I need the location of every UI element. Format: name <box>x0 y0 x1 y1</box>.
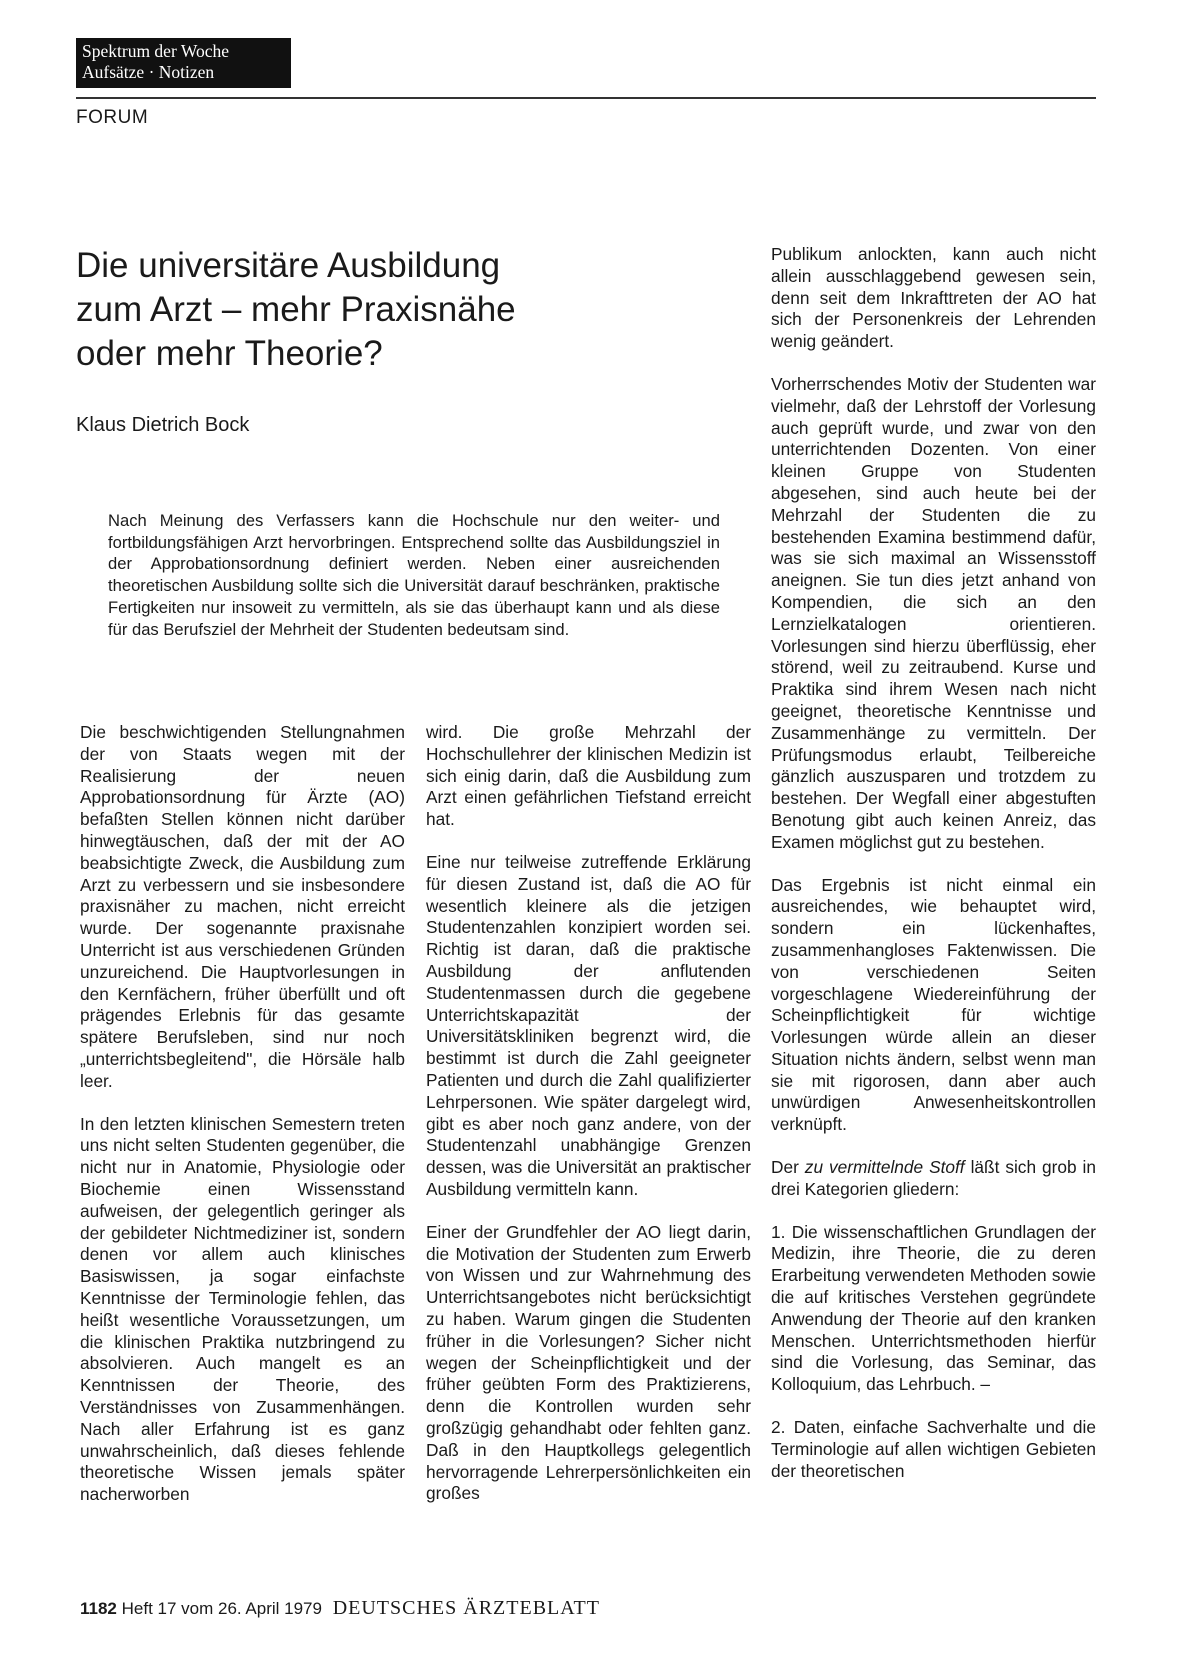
article-author: Klaus Dietrich Bock <box>76 414 250 436</box>
title-line-3: oder mehr Theorie? <box>76 334 383 373</box>
paragraph: wird. Die große Mehrzahl der Hochschullehrer der klinischen Medizin ist sich einig darin, daß die Ausbildung zum Arzt einen gefährlichen Tiefstand erreicht hat. <box>426 722 751 830</box>
article-abstract: Nach Meinung des Verfassers kann die Hochschule nur den weiter- und fortbildungsfähigen Arzt hervorbringen. Entsprechend sollte das Ausbildungsziel in der Approbationsordnung definiert werden. Neben einer ausreichenden theoretischen Ausbildung sollte sich die Universität darauf beschränken, praktische Fertigkeiten nur insoweit zu vermitteln, als sie das überhaupt kann und als diese für das Berufsziel der Mehrheit der Studenten bedeutsam sind. <box>108 511 720 639</box>
journal-name: DEUTSCHES ÄRZTEBLATT <box>332 1597 600 1619</box>
paragraph: 2. Daten, einfache Sachverhalte und die Terminologie auf allen wichtigen Gebieten der theoretischen <box>771 1417 1096 1481</box>
body-column-3 <box>771 244 1096 1503</box>
page-footer <box>80 1597 600 1620</box>
paragraph: Die beschwichtigenden Stellungnahmen der von Staats wegen mit der Realisierung der neuen Approbationsordnung für Ärzte (AO) befaßten Stellen können nicht darüber hinwegtäuschen, daß der mit der AO beabsichtigte Zweck, die Ausbildung zum Arzt zu verbessern und sie insbesondere praxisnäher zu machen, nicht erreicht wurde. Der sogenannte praxisnahe Unterricht ist aus verschiedenen Gründen unzureichend. Die Hauptvorlesungen in den Kernfächern, früher überfüllt und oft prägendes Erlebnis für das gesamte spätere Berufsleben, sind nur noch „unterrichtsbegleitend", die Hörsäle halb leer. <box>80 722 405 1091</box>
emphasized-term: zu vermittelnde Stoff <box>804 1157 965 1178</box>
text-run: Der <box>771 1157 805 1178</box>
paragraph: Eine nur teilweise zutreffende Erklärung für diesen Zustand ist, daß die AO für wesentlich kleinere als die jetzigen Studentenzahlen konzipiert worden sei. Richtig ist daran, daß die praktische Ausbildung der anflutenden Studentenmassen durch die gegebene Unterrichtskapazität der Universitätskliniken begrenzt wird, die bestimmt ist durch die Zahl geeigneter Patienten und durch die Zahl qualifizierter Lehrpersonen. Wie später dargelegt wird, gibt es aber noch ganz andere, von der Studentenzahl unabhängige Grenzen dessen, was die Universität an praktischer Ausbildung vermitteln kann. <box>426 851 751 1199</box>
paragraph: Einer der Grundfehler der AO liegt darin, die Motivation der Studenten zum Erwerb von Wissen und zur Wahrnehmung des Unterrichtsangebotes nicht berücksichtigt zu haben. Warum gingen die Studenten früher in die Vorlesungen? Sicher nicht wegen der Scheinpflichtigkeit und der früher geübten Form des Praktizierens, denn die Kontrollen wurden sehr großzügig gehandhabt oder fehlten ganz. Daß in den Hauptkollegs gelegentlich hervorragende Lehrerpersönlichkeiten ein großes <box>426 1221 751 1504</box>
masthead-line-1: Spektrum der Woche <box>82 41 229 61</box>
section-label: FORUM <box>76 107 149 128</box>
paragraph: Publikum anlockten, kann auch nicht allein ausschlaggebend gewesen sein, denn seit dem Inkrafttreten der AO hat sich der Personenkreis der Lehrenden wenig geändert. <box>771 244 1096 352</box>
paragraph: Vorherrschendes Motiv der Studenten war vielmehr, daß der Lehrstoff der Vorlesung auch geprüft wurde, und zwar von den unterrichtenden Dozenten. Von einer kleinen Gruppe von Studenten abgesehen, sind auch heute bei der Mehrzahl der Studenten die zu bestehenden Examina bestimmend dafür, was sie sich maximal an Wissensstoff aneignen. Sie tun dies jetzt anhand von Kompendien, die sich an den Lernzielkatalogen orientieren. Vorlesungen sind hierzu überflüssig, eher störend, weil zu zeitraubend. Kurse und Praktika sind ihrem Wesen nach nicht geeignet, theoretische Kenntnisse und Zusammenhänge zu vermitteln. Der Prüfungsmodus erlaubt, Teilbereiche gänzlich auszusparen und trotzdem zu bestehen. Der Wegfall einer abgestuften Benotung gibt auch keinen Anreiz, das Examen möglichst gut zu bestehen. <box>771 373 1096 852</box>
paragraph: Das Ergebnis ist nicht einmal ein ausreichendes, wie behauptet wird, sondern ein lückenhaftes, zusammenhangloses Faktenwissen. Die von verschiedenen Seiten vorgeschlagene Wiedereinführung der Scheinpflichtigkeit für wichtige Vorlesungen würde allein an dieser Situation nichts ändern, selbst wenn man sie mit rigorosen, dann aber auch unwürdigen Anwesenheitskontrollen verknüpft. <box>771 874 1096 1135</box>
masthead-line-2: Aufsätze · Notizen <box>82 62 215 82</box>
issue-info: Heft 17 vom 26. April 1979 <box>121 1599 322 1618</box>
section-masthead <box>76 38 291 88</box>
paragraph: 1. Die wissenschaftlichen Grundlagen der Medizin, ihre Theorie, die zu deren Erarbeitung verwendeten Methoden sowie die auf kritisches Verstehen gegründete Anwendung der Theorie auf den kranken Menschen. Unterrichtsmethoden hierfür sind die Vorlesung, das Seminar, das Kolloquium, das Lehrbuch. – <box>771 1221 1096 1395</box>
header-rule <box>76 97 1096 99</box>
title-line-2: zum Arzt – mehr Praxisnähe <box>76 290 516 329</box>
body-column-2 <box>426 722 751 1526</box>
page-number: 1182 <box>80 1599 117 1618</box>
article-title <box>76 244 716 376</box>
body-column-1 <box>80 722 405 1527</box>
paragraph: In den letzten klinischen Semestern treten uns nicht selten Studenten gegenüber, die nicht nur in Anatomie, Physiologie oder Biochemie einen Wissensstand aufweisen, der gelegentlich geringer als der gebildeter Nichtmediziner ist, sondern denen vor allem auch klinisches Basiswissen, ja sogar einfachste Kenntnisse der Terminologie fehlen, das heißt wesentliche Voraussetzungen, um die klinischen Praktika nutzbringend zu absolvieren. Auch mangelt es an Kenntnissen der Theorie, des Verständnisses von Zusammenhängen. Nach aller Erfahrung ist es ganz unwahrscheinlich, daß dieses fehlende theoretische Wissen jemals später nacherworben <box>80 1113 405 1505</box>
text-run: läßt sich grob in drei Kategorien gliedern: <box>771 1157 1096 1199</box>
paragraph <box>771 1157 1096 1201</box>
title-line-1: Die universitäre Ausbildung <box>76 246 501 285</box>
